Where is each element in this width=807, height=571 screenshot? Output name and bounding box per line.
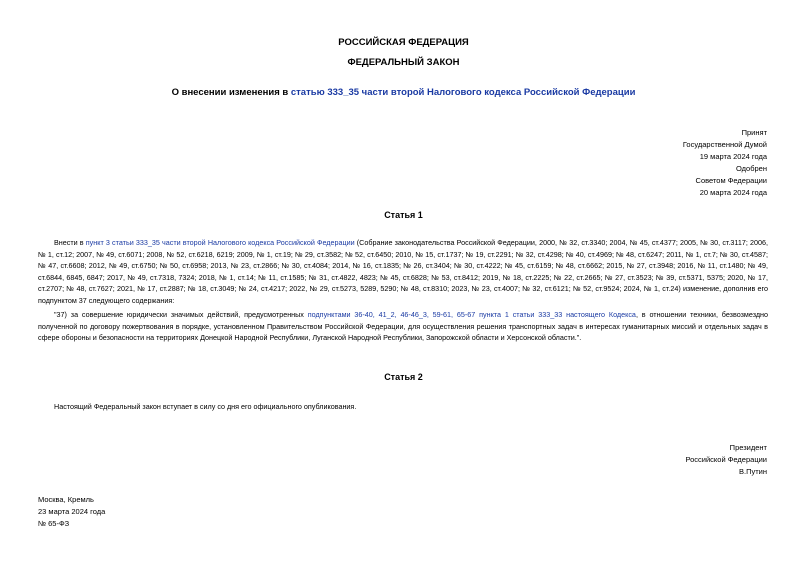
- p1-link[interactable]: пункт 3 статьи 333_35 части второй Налогового кодекса Российской Федерации: [85, 238, 355, 247]
- signature-line: В.Путин: [739, 467, 767, 476]
- article-1-heading: Статья 1: [384, 210, 423, 220]
- signature-line: Президент: [729, 443, 767, 452]
- p1-prefix: Внести в: [54, 238, 86, 247]
- article-1-paragraph-2: [38, 309, 768, 344]
- article-2-heading: Статья 2: [384, 372, 423, 382]
- adoption-line: Одобрен: [736, 164, 767, 173]
- law-title-prefix: О внесении изменения в: [171, 87, 291, 98]
- law-title-link[interactable]: статью 333_35 части второй Налогового кодекса Российской Федерации: [290, 87, 636, 98]
- article-2-paragraph: Настоящий Федеральный закон вступает в силу со дня его официального опубликования.: [54, 402, 357, 411]
- article-1-paragraph-1: [38, 237, 768, 307]
- place-line: № 65-ФЗ: [38, 519, 70, 528]
- signature-line: Российской Федерации: [685, 455, 767, 464]
- adoption-line: 20 марта 2024 года: [699, 188, 767, 197]
- signature-block: [685, 442, 767, 478]
- adoption-line: Советом Федерации: [695, 176, 767, 185]
- place-date-block: [38, 494, 105, 530]
- p2-link[interactable]: подпунктами 36-40, 41_2, 46-46_3, 59-61, 65-67 пункта 1 статьи 333_33 настоящего Кодекса: [307, 310, 636, 319]
- law-type-heading: ФЕДЕРАЛЬНЫЙ ЗАКОН: [347, 57, 460, 68]
- law-title: [0, 87, 807, 98]
- p1-rest: (Собрание законодательства Российской Федерации, 2000, № 32, ст.3340; 2004, № 45, ст.4377; 2005, № 30, ст.3117; 2006, № 1, ст.12; 2007, № 49, ст.6071; 2008, № 52, ст.6218, 6219; 2009, № 1, ст.19; № 29, ст.3582; № 52, ст.6450; 2010, № 15, ст.1737; № 19, ст.2291; № 32, ст.4298; № 40, ст.4969; № 48, ст.6247; 2011, № 1, ст.7; № 30, ст.4587; № 47, ст.6608; 2012, № 49, ст.6750; № 50, ст.6958; 2013, № 23, ст.2866; № 30, ст.4084; 2014, № 16, ст.1835; № 26, ст.3404; № 30, ст.4222; № 45, ст.6159; № 48, ст.6662; 2015, № 27, ст.3948; 2016, № 11, ст.1480; № 49, ст.6844, 6845, 6847; 2017, № 49, ст.7318, 7324; 2018, № 1, ст.14; № 11, ст.1585; № 31, ст.4822, 4823; № 45, ст.6828; № 53, ст.8412; 2019, № 18, ст.2225; № 22, ст.2665; № 27, ст.3523; № 39, ст.5371, 5375; 2020, № 17, ст.2707; № 48, ст.7627; 2021, № 17, ст.2887; № 18, ст.3049; № 24, ст.4217; 2022, № 29, ст.5273, 5289, 5290; № 48, ст.8310; 2023, № 23, ст.4007; № 32, ст.6121; № 52, ст.9524; 2024, № 1, ст.24) изменение, дополнив его подпунктом 37 следующего содержания:: [38, 238, 768, 305]
- place-line: Москва, Кремль: [38, 495, 94, 504]
- country-heading: РОССИЙСКАЯ ФЕДЕРАЦИЯ: [338, 37, 469, 48]
- p2-prefix: "37) за совершение юридически значимых действий, предусмотренных: [54, 310, 308, 319]
- p2-rest: , в отношении техники, безвозмездно полученной по договору пожертвования в порядке, установленном Правительством Российской Федерации, для осуществления решения транспортных задач в интересах гуманитарных миссий и отдельных задач в сфере обороны и безопасности на территориях Донецкой Народной Республики, Луганской Народной Республики, Запорожской области и Херсонской области.".: [38, 310, 768, 343]
- adoption-block: [683, 127, 767, 199]
- place-line: 23 марта 2024 года: [38, 507, 106, 516]
- adoption-line: Государственной Думой: [682, 140, 767, 149]
- adoption-line: 19 марта 2024 года: [699, 152, 767, 161]
- adoption-line: Принят: [741, 128, 767, 137]
